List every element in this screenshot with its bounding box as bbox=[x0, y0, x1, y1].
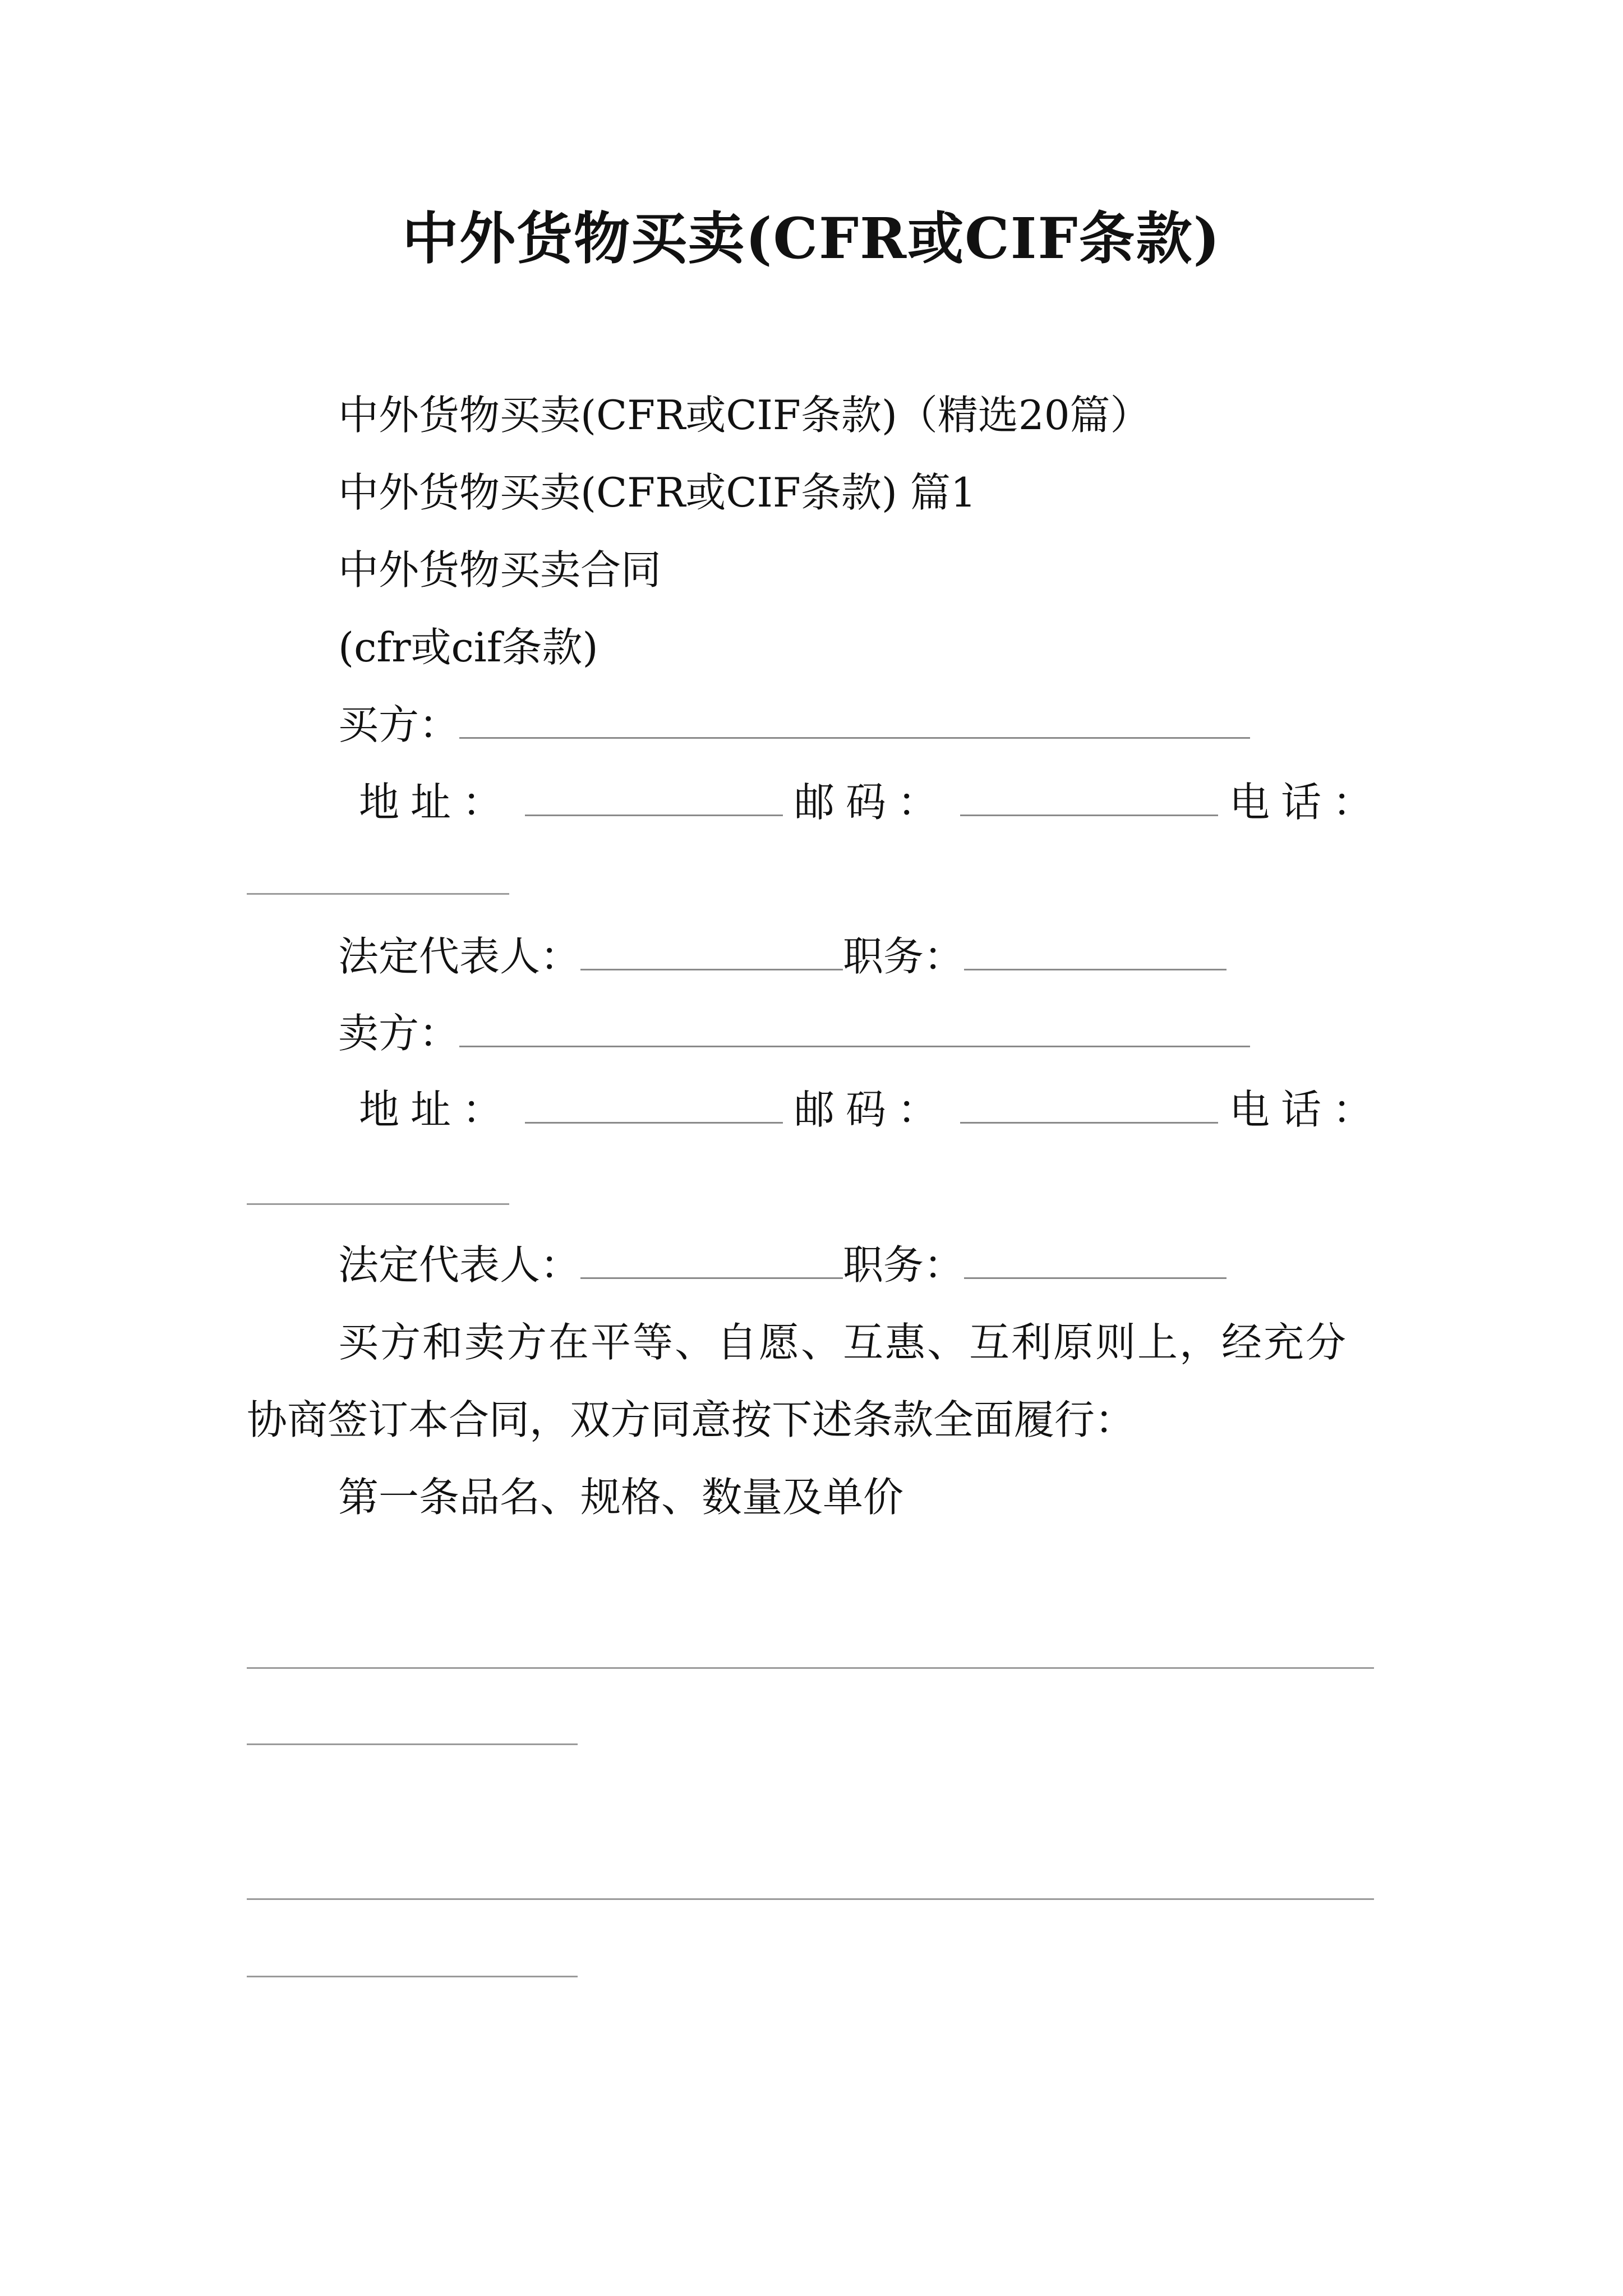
contract-subtitle: (cfr或cif条款) bbox=[338, 624, 598, 671]
seller-phone-label: 电话： bbox=[1229, 1086, 1385, 1133]
buyer-postcode-blank[interactable] bbox=[960, 811, 1218, 816]
buyer-address-blank[interactable] bbox=[525, 811, 783, 816]
clause-one-blank-short-1[interactable] bbox=[247, 1743, 578, 1745]
buyer-phone-blank[interactable] bbox=[247, 893, 509, 895]
contract-title: 中外货物买卖合同 bbox=[338, 546, 662, 593]
seller-rep-blank[interactable] bbox=[580, 1274, 843, 1279]
buyer-address-label: 地址： bbox=[359, 779, 514, 826]
seller-rep-label: 法定代表人： bbox=[338, 1241, 581, 1289]
buyer-rep-label: 法定代表人： bbox=[338, 933, 581, 980]
buyer-rep-blank[interactable] bbox=[580, 965, 843, 970]
clause-one-blank-long-2[interactable] bbox=[247, 1898, 1374, 1900]
agreement-paragraph-line2: 协商签订本合同，双方同意按下述条款全面履行： bbox=[247, 1396, 1136, 1443]
seller-label: 卖方： bbox=[338, 1010, 460, 1057]
article-heading: 中外货物买卖(CFR或CIF条款) 篇1 bbox=[338, 469, 976, 516]
seller-position-label: 职务： bbox=[843, 1241, 965, 1289]
seller-postcode-label: 邮码： bbox=[794, 1086, 949, 1133]
clause-one-blank-short-2[interactable] bbox=[247, 1976, 578, 1977]
seller-rep-row bbox=[338, 1237, 1227, 1293]
buyer-rep-row bbox=[338, 928, 1227, 984]
intro-line: 中外货物买卖(CFR或CIF条款)（精选20篇） bbox=[338, 392, 1151, 439]
buyer-postcode-label: 邮码： bbox=[794, 779, 949, 826]
buyer-row bbox=[338, 697, 1250, 753]
seller-phone-blank[interactable] bbox=[247, 1203, 509, 1205]
clause-one-blank-long-1[interactable] bbox=[247, 1667, 1374, 1669]
seller-address-label: 地址： bbox=[359, 1086, 514, 1133]
seller-blank[interactable] bbox=[459, 1042, 1250, 1047]
buyer-position-label: 职务： bbox=[843, 933, 965, 980]
buyer-position-blank[interactable] bbox=[964, 965, 1227, 970]
clause-one-heading: 第一条品名、规格、数量及单价 bbox=[338, 1474, 904, 1521]
seller-contact-row bbox=[359, 1082, 1384, 1138]
document-title: 中外货物买卖(CFR或CIF条款) bbox=[402, 205, 1221, 272]
buyer-phone-label: 电话： bbox=[1229, 779, 1385, 826]
buyer-label: 买方： bbox=[338, 701, 460, 748]
agreement-paragraph-line1: 买方和卖方在平等、自愿、互惠、互利原则上，经充分 bbox=[338, 1319, 1348, 1366]
seller-postcode-blank[interactable] bbox=[960, 1119, 1218, 1124]
seller-position-blank[interactable] bbox=[964, 1274, 1227, 1279]
buyer-blank[interactable] bbox=[459, 734, 1250, 739]
seller-address-blank[interactable] bbox=[525, 1119, 783, 1124]
seller-row bbox=[338, 1005, 1250, 1061]
buyer-contact-row bbox=[359, 774, 1384, 830]
